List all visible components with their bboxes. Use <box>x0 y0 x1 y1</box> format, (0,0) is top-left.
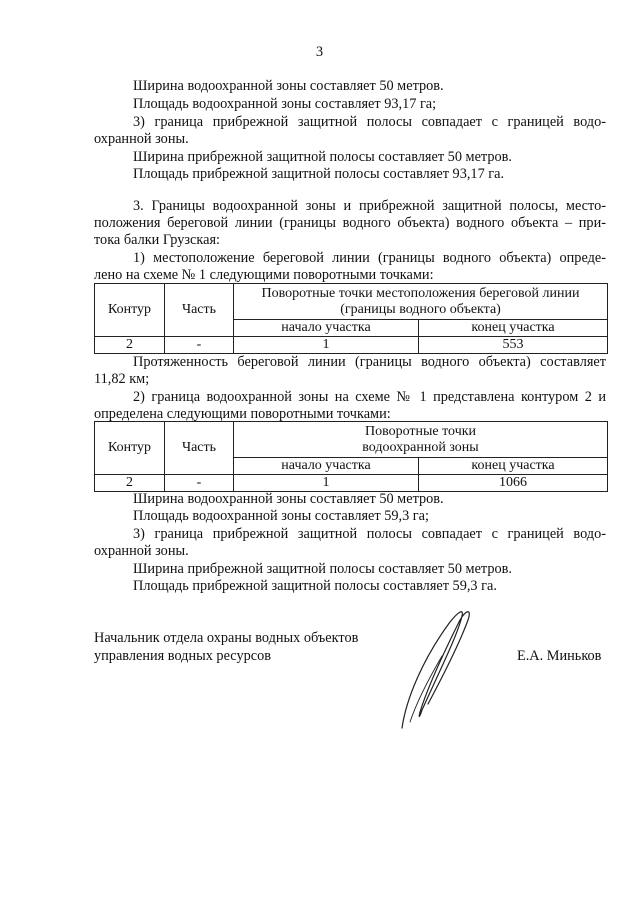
header-turning-points: Поворотные точки местоположения береговой линии (границы водного объекта) <box>234 284 608 320</box>
turning-points-table-water-zone <box>94 421 608 492</box>
table-row <box>95 337 608 354</box>
header-turning-points-line2: водоохранной зоны <box>362 439 479 455</box>
cell-start: 1 <box>234 475 419 492</box>
header-contour: Контур <box>95 284 165 337</box>
cell-contour: 2 <box>95 475 165 492</box>
paragraph-line: Площадь водоохранной зоны составляет 59,3 га; <box>133 508 429 524</box>
cell-part: - <box>165 337 234 354</box>
paragraph-line: Протяженность береговой линии (границы водного объекта) составляет <box>133 354 606 370</box>
header-end: конец участка <box>419 458 608 475</box>
signatory-name: Е.А. Миньков <box>517 648 602 664</box>
header-end: конец участка <box>419 320 608 337</box>
paragraph-line: охранной зоны. <box>94 543 189 559</box>
page-number: 3 <box>315 44 324 60</box>
paragraph-line: Площадь прибрежной защитной полосы составляет 93,17 га. <box>133 166 505 182</box>
paragraph-line: Ширина прибрежной защитной полосы составляет 50 метров. <box>133 149 512 165</box>
paragraph-line: 1) местоположение береговой линии (границы водного объекта) опреде- <box>133 250 606 266</box>
cell-end: 1066 <box>419 475 608 492</box>
paragraph-line: Ширина водоохранной зоны составляет 50 метров. <box>133 491 444 507</box>
cell-contour: 2 <box>95 337 165 354</box>
paragraph-line: лено на схеме № 1 следующими поворотными точками: <box>94 267 434 283</box>
header-start: начало участка <box>234 320 419 337</box>
turning-points-table-shoreline <box>94 283 608 354</box>
paragraph-line: 3) граница прибрежной защитной полосы совпадает с границей водо- <box>133 114 606 130</box>
paragraph-line: 11,82 км; <box>94 371 150 387</box>
cell-end: 553 <box>419 337 608 354</box>
handwritten-signature <box>392 600 482 735</box>
paragraph-line: 2) граница водоохранной зоны на схеме № 1 представлена контуром 2 и <box>133 389 606 405</box>
header-turning-points-line1: Поворотные точки <box>364 423 477 439</box>
header-contour: Контур <box>95 422 165 475</box>
header-turning-points <box>234 422 608 458</box>
cell-start: 1 <box>234 337 419 354</box>
paragraph-line: положения береговой линии (границы водного объекта) водного объекта – при- <box>94 215 606 231</box>
paragraph-line: Площадь водоохранной зоны составляет 93,17 га; <box>133 96 437 112</box>
paragraph-line: тока балки Грузская: <box>94 232 220 248</box>
header-start: начало участка <box>234 458 419 475</box>
paragraph-line: определена следующими поворотными точками: <box>94 406 391 422</box>
header-part: Часть <box>165 284 234 337</box>
paragraph-line: Ширина водоохранной зоны составляет 50 метров. <box>133 78 444 94</box>
header-part: Часть <box>165 422 234 475</box>
signatory-position-line1: Начальник отдела охраны водных объектов <box>94 630 359 646</box>
paragraph-line: охранной зоны. <box>94 131 189 147</box>
paragraph-line: Площадь прибрежной защитной полосы составляет 59,3 га. <box>133 578 497 594</box>
signatory-position-line2: управления водных ресурсов <box>94 648 271 664</box>
cell-part: - <box>165 475 234 492</box>
paragraph-line: 3) граница прибрежной защитной полосы совпадает с границей водо- <box>133 526 606 542</box>
table-row <box>95 475 608 492</box>
paragraph-line: 3. Границы водоохранной зоны и прибрежной защитной полосы, место- <box>133 198 606 214</box>
paragraph-line: Ширина прибрежной защитной полосы составляет 50 метров. <box>133 561 512 577</box>
